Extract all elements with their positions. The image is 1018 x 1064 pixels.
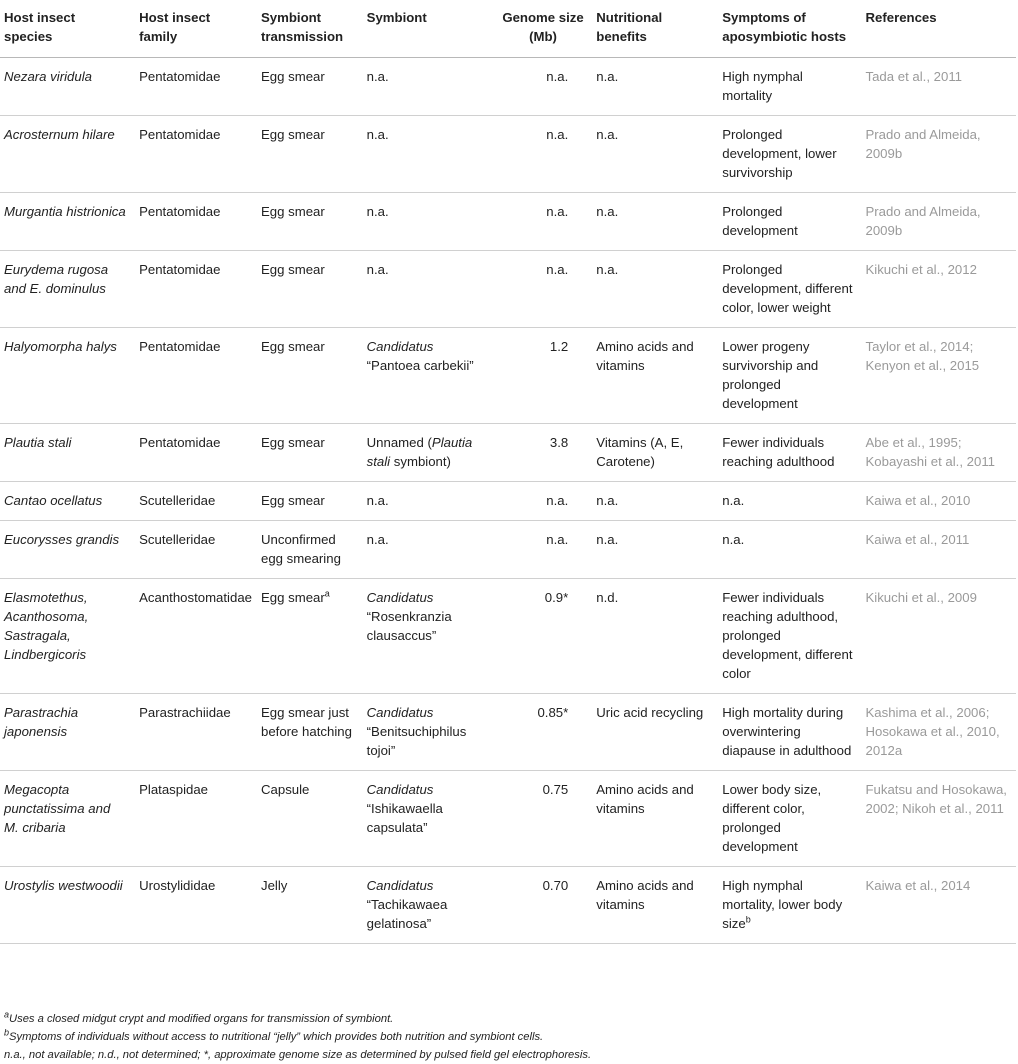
cell-nutrition: n.d. [590,579,716,694]
cell-references: Kikuchi et al., 2012 [859,251,1016,328]
cell-species: Murgantia histrionica [0,193,133,251]
cell-species: Parastrachia japonensis [0,694,133,771]
symbiont-candidatus: Candidatus [366,590,434,605]
cell-references: Tada et al., 2011 [859,58,1016,116]
cell-transmission: Egg smear [255,482,361,521]
table-footnotes [4,1010,1014,1064]
cell-family: Pentatomidae [133,424,255,482]
cell-family: Scutelleridae [133,521,255,579]
footnote-mark-b: b [745,914,751,925]
transmission-text: Egg smear [261,590,325,605]
cell-species: Plautia stali [0,424,133,482]
cell-species: Cantao ocellatus [0,482,133,521]
cell-genome-size: 1.2 [496,328,590,424]
cell-species: Nezara viridula [0,58,133,116]
cell-symptoms: Prolonged development, lower survivorship [716,116,859,193]
cell-family: Scutelleridae [133,482,255,521]
table-row [0,482,1016,521]
cell-references: Kashima et al., 2006; Hosokawa et al., 2010, 2012a [859,694,1016,771]
cell-symbiont [361,694,496,771]
cell-nutrition: Amino acids and vitamins [590,771,716,867]
footnote-b [4,1028,1014,1046]
cell-nutrition: n.a. [590,116,716,193]
cell-family: Pentatomidae [133,251,255,328]
cell-symbiont [361,328,496,424]
cell-symptoms: High mortality during overwintering diapause in adulthood [716,694,859,771]
table-row [0,694,1016,771]
table-row [0,771,1016,867]
cell-nutrition: n.a. [590,521,716,579]
cell-nutrition: Uric acid recycling [590,694,716,771]
cell-symptoms: Lower body size, different color, prolonged development [716,771,859,867]
cell-references: Kaiwa et al., 2010 [859,482,1016,521]
cell-nutrition: n.a. [590,251,716,328]
cell-symbiont: n.a. [361,193,496,251]
cell-genome-size: n.a. [496,482,590,521]
cell-genome-size: 3.8 [496,424,590,482]
cell-species: Acrosternum hilare [0,116,133,193]
cell-species: Halyomorpha halys [0,328,133,424]
symbiont-candidatus: Candidatus [366,339,434,354]
symbiont-name: “Rosenkranzia clausaccus” [366,609,452,643]
symbiont-name: Unnamed ( [366,435,432,450]
symbiont-name: “Tachikawaea gelatinosa” [366,897,448,931]
table-row [0,193,1016,251]
cell-family: Pentatomidae [133,116,255,193]
cell-transmission: Egg smear [255,251,361,328]
symbiont-name-tail: symbiont) [390,454,451,469]
cell-nutrition: Vitamins (A, E, Carotene) [590,424,716,482]
symbiont-candidatus: Candidatus [366,782,434,797]
cell-genome-size: n.a. [496,193,590,251]
symbiont-candidatus: Candidatus [366,878,434,893]
cell-references: Taylor et al., 2014; Kenyon et al., 2015 [859,328,1016,424]
table-body [0,58,1016,944]
header-nutritional-benefits: Nutritional benefits [590,0,716,58]
cell-genome-size: 0.70 [496,867,590,944]
cell-family: Parastrachiidae [133,694,255,771]
table-row [0,328,1016,424]
cell-species: Elasmotethus, Acanthosoma, Sastragala, Lindbergicoris [0,579,133,694]
cell-family: Pentatomidae [133,193,255,251]
cell-transmission: Jelly [255,867,361,944]
cell-transmission [255,579,361,694]
cell-references: Kaiwa et al., 2014 [859,867,1016,944]
cell-symptoms: Prolonged development [716,193,859,251]
cell-genome-size: 0.85* [496,694,590,771]
cell-references: Abe et al., 1995; Kobayashi et al., 2011 [859,424,1016,482]
cell-genome-size: n.a. [496,116,590,193]
cell-symbiont: n.a. [361,482,496,521]
cell-species: Megacopta punctatissima and M. cribaria [0,771,133,867]
header-row [0,0,1016,58]
table-row [0,251,1016,328]
cell-family: Urostylididae [133,867,255,944]
cell-references: Kikuchi et al., 2009 [859,579,1016,694]
header-transmission: Symbiont transmission [255,0,361,58]
cell-symbiont [361,771,496,867]
cell-species: Eucorysses grandis [0,521,133,579]
cell-family: Acanthostomatidae [133,579,255,694]
cell-symbiont: n.a. [361,116,496,193]
cell-symptoms: Lower progeny survivorship and prolonged development [716,328,859,424]
cell-symbiont: n.a. [361,521,496,579]
cell-genome-size: 0.75 [496,771,590,867]
header-species: Host insect species [0,0,133,58]
footnote-a-mark: a [4,1009,10,1020]
table-row [0,867,1016,944]
table-header [0,0,1016,58]
cell-references: Kaiwa et al., 2011 [859,521,1016,579]
cell-family: Plataspidae [133,771,255,867]
cell-symbiont: n.a. [361,251,496,328]
symbiont-name: “Benitsuchiphilus tojoi” [366,724,467,758]
symbiont-host-name: Plautia stali [366,435,473,469]
cell-symptoms: n.a. [716,521,859,579]
cell-symbiont [361,867,496,944]
cell-references: Prado and Almeida, 2009b [859,116,1016,193]
symbiont-name: “Ishikawaella capsulata” [366,801,443,835]
cell-references: Fukatsu and Hosokawa, 2002; Nikoh et al., 2011 [859,771,1016,867]
cell-family: Pentatomidae [133,328,255,424]
cell-genome-size: n.a. [496,58,590,116]
footnote-a [4,1010,1014,1028]
footnote-abbreviations: n.a., not available; n.d., not determined; *, approximate genome size as determined by pulsed field gel electrophoresis. [4,1049,592,1061]
cell-genome-size: n.a. [496,521,590,579]
cell-references: Prado and Almeida, 2009b [859,193,1016,251]
cell-symbiont [361,579,496,694]
table-row [0,116,1016,193]
symbiont-candidatus: Candidatus [366,705,434,720]
cell-symptoms [716,867,859,944]
cell-transmission: Egg smear just before hatching [255,694,361,771]
footnote-b-mark: b [4,1027,10,1038]
cell-species: Urostylis westwoodii [0,867,133,944]
footnote-a-text: Uses a closed midgut crypt and modified organs for transmission of symbiont. [9,1013,394,1025]
cell-transmission: Capsule [255,771,361,867]
header-genome-size: Genome size (Mb) [496,0,590,58]
cell-nutrition: n.a. [590,193,716,251]
table-row [0,521,1016,579]
cell-transmission: Egg smear [255,328,361,424]
cell-symbiont: n.a. [361,58,496,116]
cell-nutrition: Amino acids and vitamins [590,328,716,424]
cell-nutrition: Amino acids and vitamins [590,867,716,944]
cell-transmission: Egg smear [255,116,361,193]
header-family: Host insect family [133,0,255,58]
table-row [0,579,1016,694]
cell-species: Eurydema rugosa and E. dominulus [0,251,133,328]
footnote-b-text: Symptoms of individuals without access to nutritional “jelly” which provides both nutrition and symbiont cells. [9,1031,544,1043]
cell-genome-size: n.a. [496,251,590,328]
cell-nutrition: n.a. [590,58,716,116]
cell-symptoms: n.a. [716,482,859,521]
symbiont-name: “Pantoea carbekii” [366,358,474,373]
table-row [0,424,1016,482]
cell-symbiont [361,424,496,482]
cell-symptoms: Prolonged development, different color, lower weight [716,251,859,328]
cell-transmission: Unconfirmed egg smearing [255,521,361,579]
cell-transmission: Egg smear [255,58,361,116]
cell-symptoms: Fewer individuals reaching adulthood, prolonged development, different color [716,579,859,694]
cell-symptoms: Fewer individuals reaching adulthood [716,424,859,482]
header-references: References [859,0,1016,58]
header-symptoms: Symptoms of aposymbiotic hosts [716,0,859,58]
cell-symptoms: High nymphal mortality [716,58,859,116]
cell-transmission: Egg smear [255,424,361,482]
symptoms-text: High nymphal mortality, lower body size [722,878,843,931]
cell-family: Pentatomidae [133,58,255,116]
cell-nutrition: n.a. [590,482,716,521]
table-row [0,58,1016,116]
cell-transmission: Egg smear [255,193,361,251]
footnote-mark-a: a [324,588,330,599]
header-symbiont: Symbiont [361,0,496,58]
cell-genome-size: 0.9* [496,579,590,694]
